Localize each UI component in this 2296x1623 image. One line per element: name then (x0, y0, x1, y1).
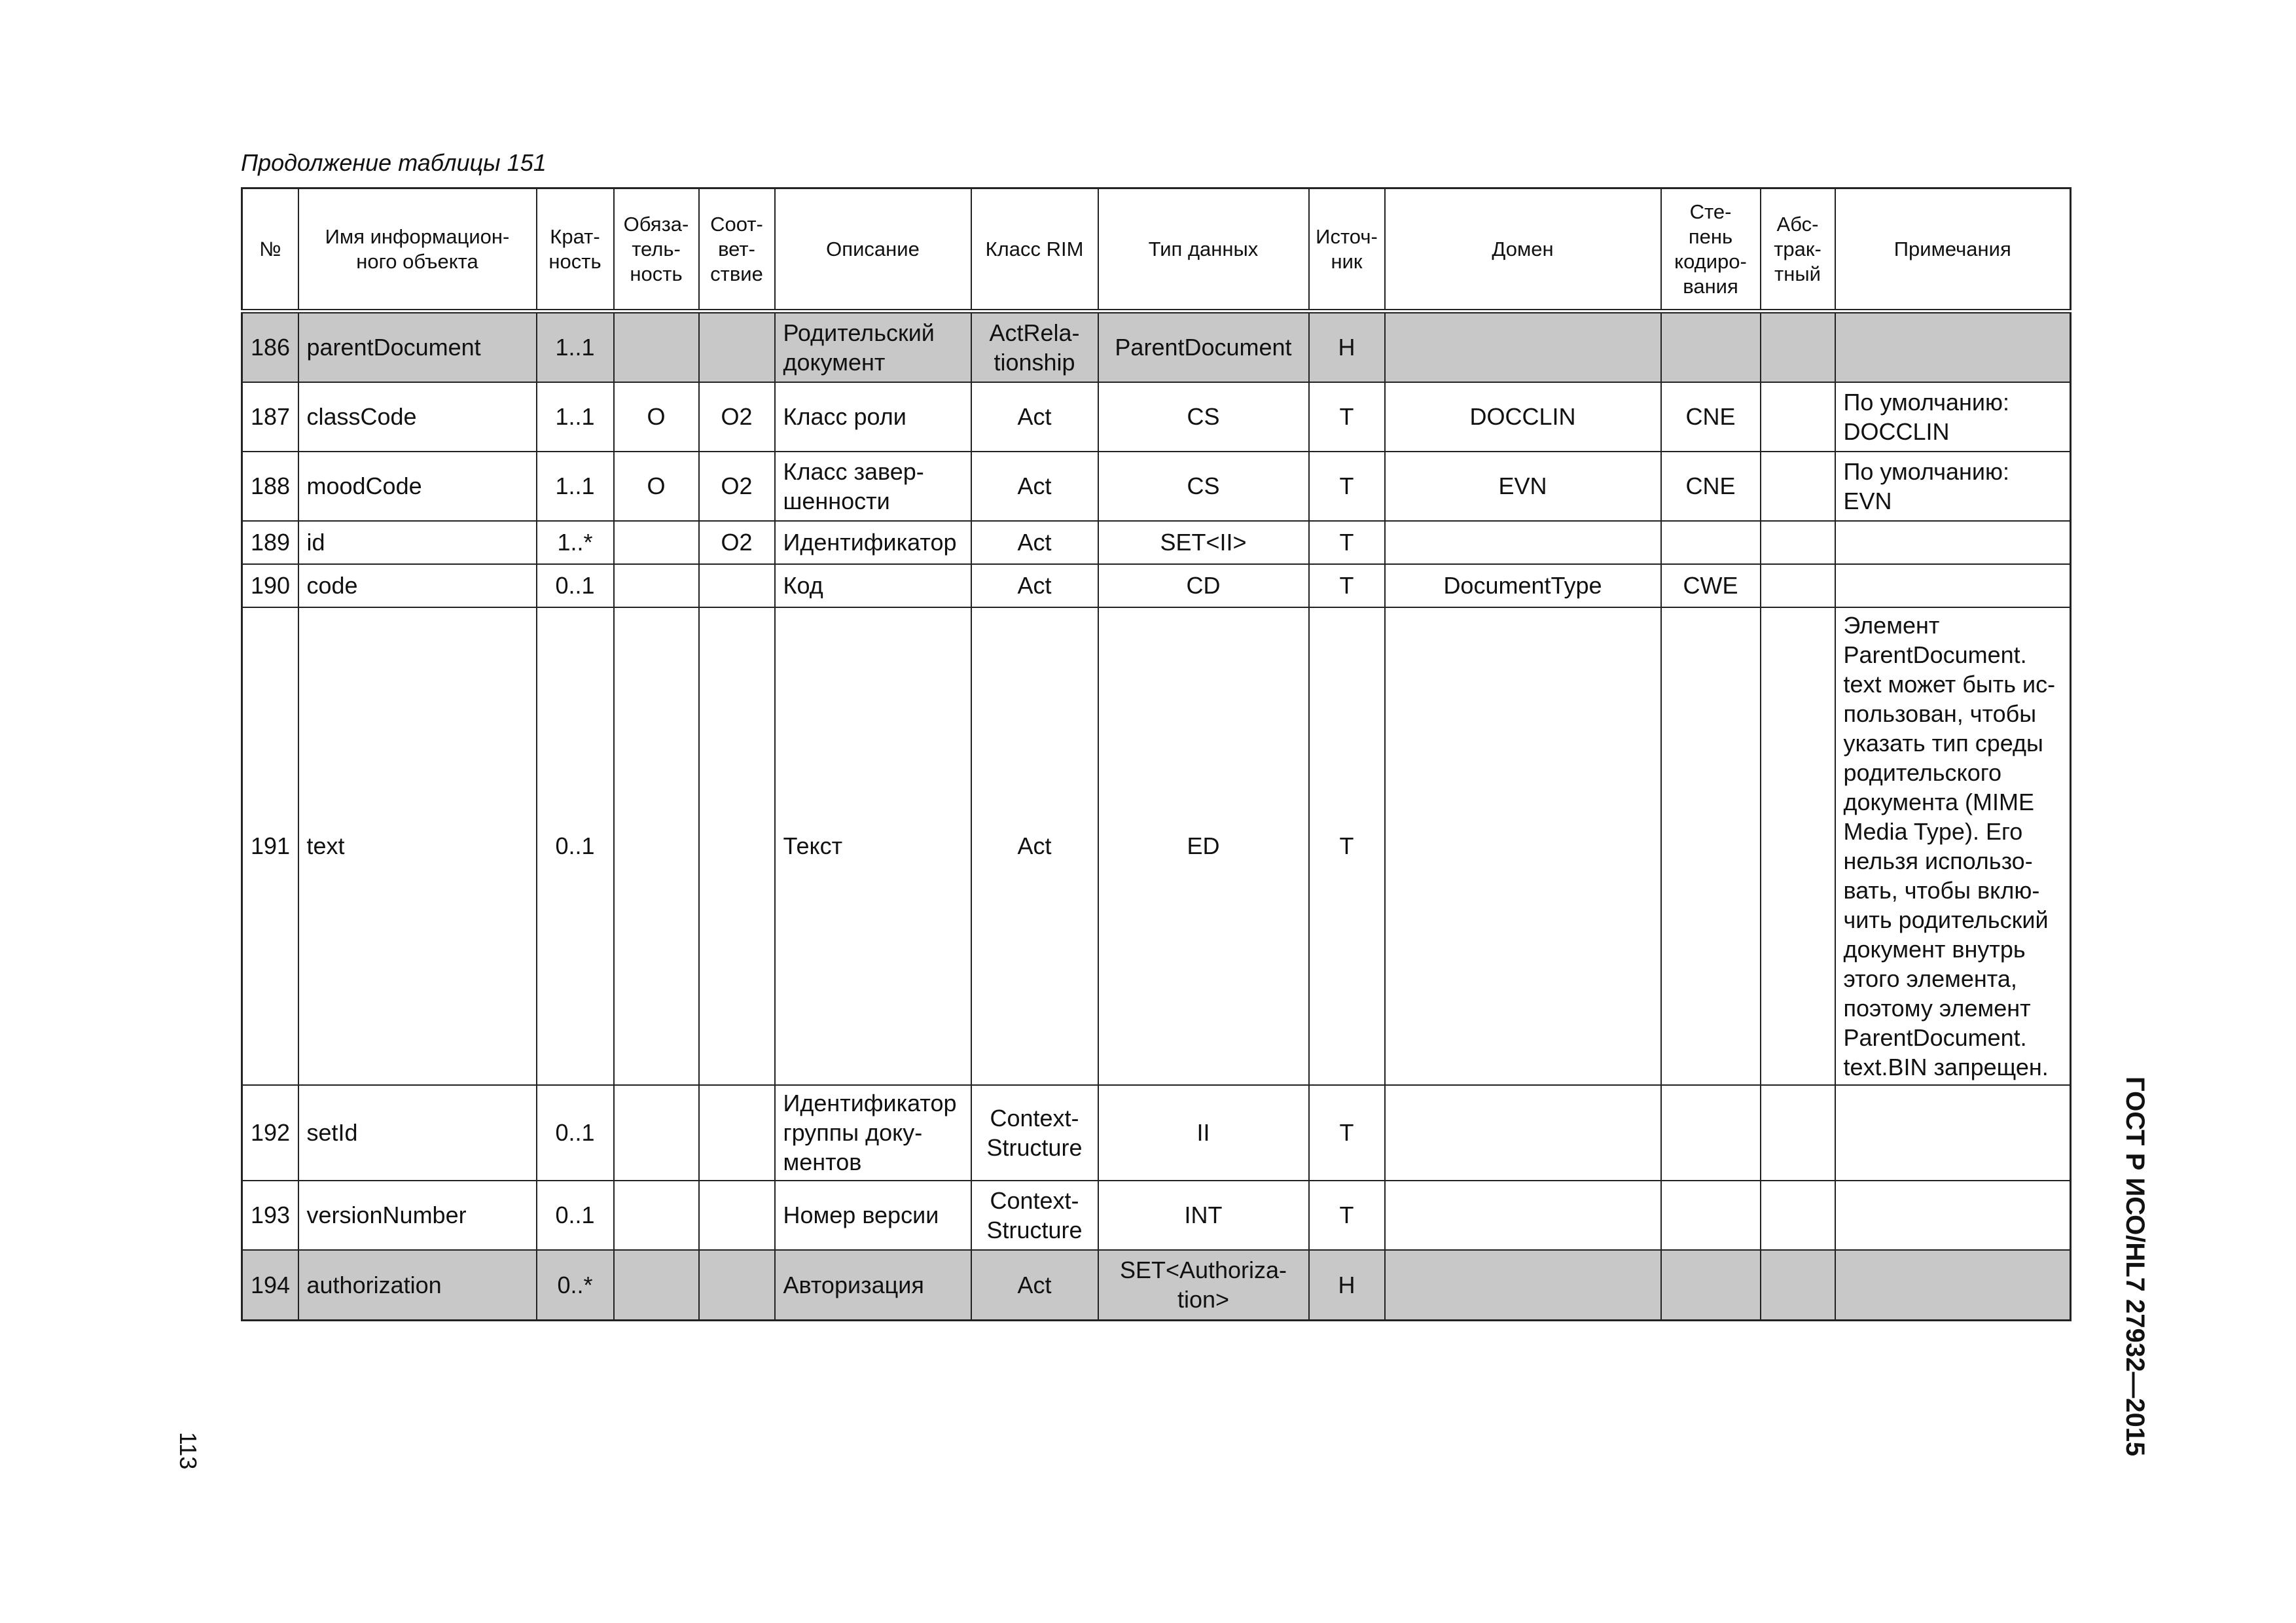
cell-rim-class: Context- Structure (971, 1085, 1098, 1181)
header-col-mandatory: Обяза- тель- ность (614, 188, 699, 312)
cell-conformance (699, 1181, 775, 1250)
cell-number: 189 (242, 521, 298, 564)
cell-rim-class: Act (971, 607, 1098, 1085)
cell-coding-strength: CNE (1661, 382, 1761, 452)
cell-object-name: text (298, 607, 537, 1085)
cell-number: 186 (242, 312, 298, 382)
cell-abstract (1761, 382, 1835, 452)
cell-source: T (1309, 607, 1385, 1085)
cell-object-name: versionNumber (298, 1181, 537, 1250)
cell-mandatory: O (614, 382, 699, 452)
cell-conformance (699, 607, 775, 1085)
cell-source: T (1309, 382, 1385, 452)
cell-data-type: ED (1098, 607, 1309, 1085)
cell-object-name: code (298, 564, 537, 607)
cell-mandatory (614, 1085, 699, 1181)
cell-data-type: CS (1098, 452, 1309, 521)
cell-number: 191 (242, 607, 298, 1085)
cell-domain: EVN (1385, 452, 1661, 521)
cell-mandatory (614, 312, 699, 382)
table-row (242, 521, 2071, 564)
table-body (242, 312, 2071, 1321)
table-caption: Продолжение таблицы 151 (241, 149, 547, 176)
standard-title-text: ГОСТ Р ИСО/HL7 27932—2015 (2121, 1077, 2149, 1457)
cell-source: T (1309, 521, 1385, 564)
cell-abstract (1761, 1250, 1835, 1321)
cell-conformance: O2 (699, 382, 775, 452)
header-col-notes: Примечания (1835, 188, 2071, 312)
cell-object-name: authorization (298, 1250, 537, 1321)
cell-cardinality: 1..1 (537, 312, 614, 382)
cell-object-name: classCode (298, 382, 537, 452)
cell-coding-strength (1661, 312, 1761, 382)
cell-data-type: INT (1098, 1181, 1309, 1250)
cell-coding-strength (1661, 607, 1761, 1085)
header-col-abstract: Абс- трак- тный (1761, 188, 1835, 312)
standard-title (2114, 1077, 2153, 1482)
cell-mandatory (614, 1181, 699, 1250)
header-col-conformance: Соот- вет- ствие (699, 188, 775, 312)
cell-source: T (1309, 564, 1385, 607)
cell-notes: Элемент ParentDocument. text может быть ис- пользован, чтобы указать тип среды родительского документа (MIME Media Type). Его нельзя использо- вать, чтобы вклю- чить родительский документ внутрь этого элемента, поэтому элемент ParentDocument. text.BIN запрещен. (1835, 607, 2071, 1085)
cell-notes (1835, 521, 2071, 564)
cell-rim-class: ActRela- tionship (971, 312, 1098, 382)
cell-abstract (1761, 521, 1835, 564)
table-header (242, 188, 2071, 312)
cell-data-type: SET<II> (1098, 521, 1309, 564)
cell-mandatory (614, 607, 699, 1085)
header-col-coding-strength: Сте- пень кодиро- вания (1661, 188, 1761, 312)
cell-rim-class: Act (971, 452, 1098, 521)
cell-coding-strength (1661, 1250, 1761, 1321)
cell-conformance (699, 312, 775, 382)
cell-description: Номер версии (775, 1181, 971, 1250)
page-number (175, 1432, 229, 1484)
cell-description: Код (775, 564, 971, 607)
cell-cardinality: 1..1 (537, 452, 614, 521)
table-row (242, 607, 2071, 1085)
cell-number: 190 (242, 564, 298, 607)
cell-data-type: CD (1098, 564, 1309, 607)
cell-conformance: O2 (699, 452, 775, 521)
table-row (242, 1181, 2071, 1250)
header-row (242, 188, 2071, 312)
cell-domain (1385, 312, 1661, 382)
cell-description: Текст (775, 607, 971, 1085)
header-col-data-type: Тип данных (1098, 188, 1309, 312)
cell-description: Идентификатор группы доку- ментов (775, 1085, 971, 1181)
cell-domain (1385, 1085, 1661, 1181)
cell-domain: DocumentType (1385, 564, 1661, 607)
cell-domain (1385, 1250, 1661, 1321)
cell-cardinality: 0..1 (537, 564, 614, 607)
cell-domain (1385, 1181, 1661, 1250)
cell-mandatory: O (614, 452, 699, 521)
cell-number: 194 (242, 1250, 298, 1321)
cell-cardinality: 0..* (537, 1250, 614, 1321)
cell-abstract (1761, 1085, 1835, 1181)
table-row (242, 564, 2071, 607)
cell-description: Авторизация (775, 1250, 971, 1321)
cell-abstract (1761, 452, 1835, 521)
cell-object-name: moodCode (298, 452, 537, 521)
table-row (242, 1085, 2071, 1181)
cell-cardinality: 1..1 (537, 382, 614, 452)
cell-domain (1385, 607, 1661, 1085)
cell-conformance (699, 564, 775, 607)
cell-abstract (1761, 312, 1835, 382)
cell-coding-strength: CNE (1661, 452, 1761, 521)
cell-data-type: CS (1098, 382, 1309, 452)
cell-description: Родительский документ (775, 312, 971, 382)
cell-rim-class: Act (971, 382, 1098, 452)
header-col-rim-class: Класс RIM (971, 188, 1098, 312)
cell-conformance (699, 1250, 775, 1321)
cell-cardinality: 0..1 (537, 1181, 614, 1250)
cell-data-type: ParentDocument (1098, 312, 1309, 382)
cell-mandatory (614, 564, 699, 607)
cell-notes: По умолчанию: DOCCLIN (1835, 382, 2071, 452)
cell-domain (1385, 521, 1661, 564)
cell-source: T (1309, 452, 1385, 521)
cell-description: Класс роли (775, 382, 971, 452)
cell-notes (1835, 312, 2071, 382)
cell-rim-class: Act (971, 521, 1098, 564)
table-row (242, 452, 2071, 521)
cell-cardinality: 0..1 (537, 607, 614, 1085)
cell-object-name: setId (298, 1085, 537, 1181)
cell-cardinality: 0..1 (537, 1085, 614, 1181)
header-col-domain: Домен (1385, 188, 1661, 312)
data-table (241, 187, 2072, 1321)
cell-object-name: id (298, 521, 537, 564)
table-row (242, 1250, 2071, 1321)
cell-rim-class: Act (971, 564, 1098, 607)
cell-conformance (699, 1085, 775, 1181)
header-col-object-name: Имя информацион- ного объекта (298, 188, 537, 312)
header-col-source: Источ- ник (1309, 188, 1385, 312)
cell-description: Идентификатор (775, 521, 971, 564)
cell-rim-class: Act (971, 1250, 1098, 1321)
cell-abstract (1761, 607, 1835, 1085)
cell-conformance: O2 (699, 521, 775, 564)
table-row (242, 312, 2071, 382)
cell-source: H (1309, 312, 1385, 382)
table-row (242, 382, 2071, 452)
cell-number: 187 (242, 382, 298, 452)
cell-coding-strength: CWE (1661, 564, 1761, 607)
cell-number: 193 (242, 1181, 298, 1250)
cell-description: Класс завер- шенности (775, 452, 971, 521)
cell-notes (1835, 1085, 2071, 1181)
cell-notes (1835, 1250, 2071, 1321)
cell-mandatory (614, 521, 699, 564)
cell-coding-strength (1661, 1181, 1761, 1250)
header-col-description: Описание (775, 188, 971, 312)
cell-number: 192 (242, 1085, 298, 1181)
cell-source: T (1309, 1085, 1385, 1181)
header-col-number: № (242, 188, 298, 312)
cell-number: 188 (242, 452, 298, 521)
cell-source: H (1309, 1250, 1385, 1321)
cell-object-name: parentDocument (298, 312, 537, 382)
cell-notes (1835, 564, 2071, 607)
cell-data-type: II (1098, 1085, 1309, 1181)
cell-data-type: SET<Authoriza- tion> (1098, 1250, 1309, 1321)
cell-cardinality: 1..* (537, 521, 614, 564)
cell-notes (1835, 1181, 2071, 1250)
cell-source: T (1309, 1181, 1385, 1250)
cell-coding-strength (1661, 1085, 1761, 1181)
cell-notes: По умолчанию: EVN (1835, 452, 2071, 521)
cell-abstract (1761, 564, 1835, 607)
cell-domain: DOCCLIN (1385, 382, 1661, 452)
cell-mandatory (614, 1250, 699, 1321)
cell-coding-strength (1661, 521, 1761, 564)
page-number-text: 113 (175, 1432, 202, 1470)
cell-abstract (1761, 1181, 1835, 1250)
header-col-cardinality: Крат- ность (537, 188, 614, 312)
cell-rim-class: Context- Structure (971, 1181, 1098, 1250)
